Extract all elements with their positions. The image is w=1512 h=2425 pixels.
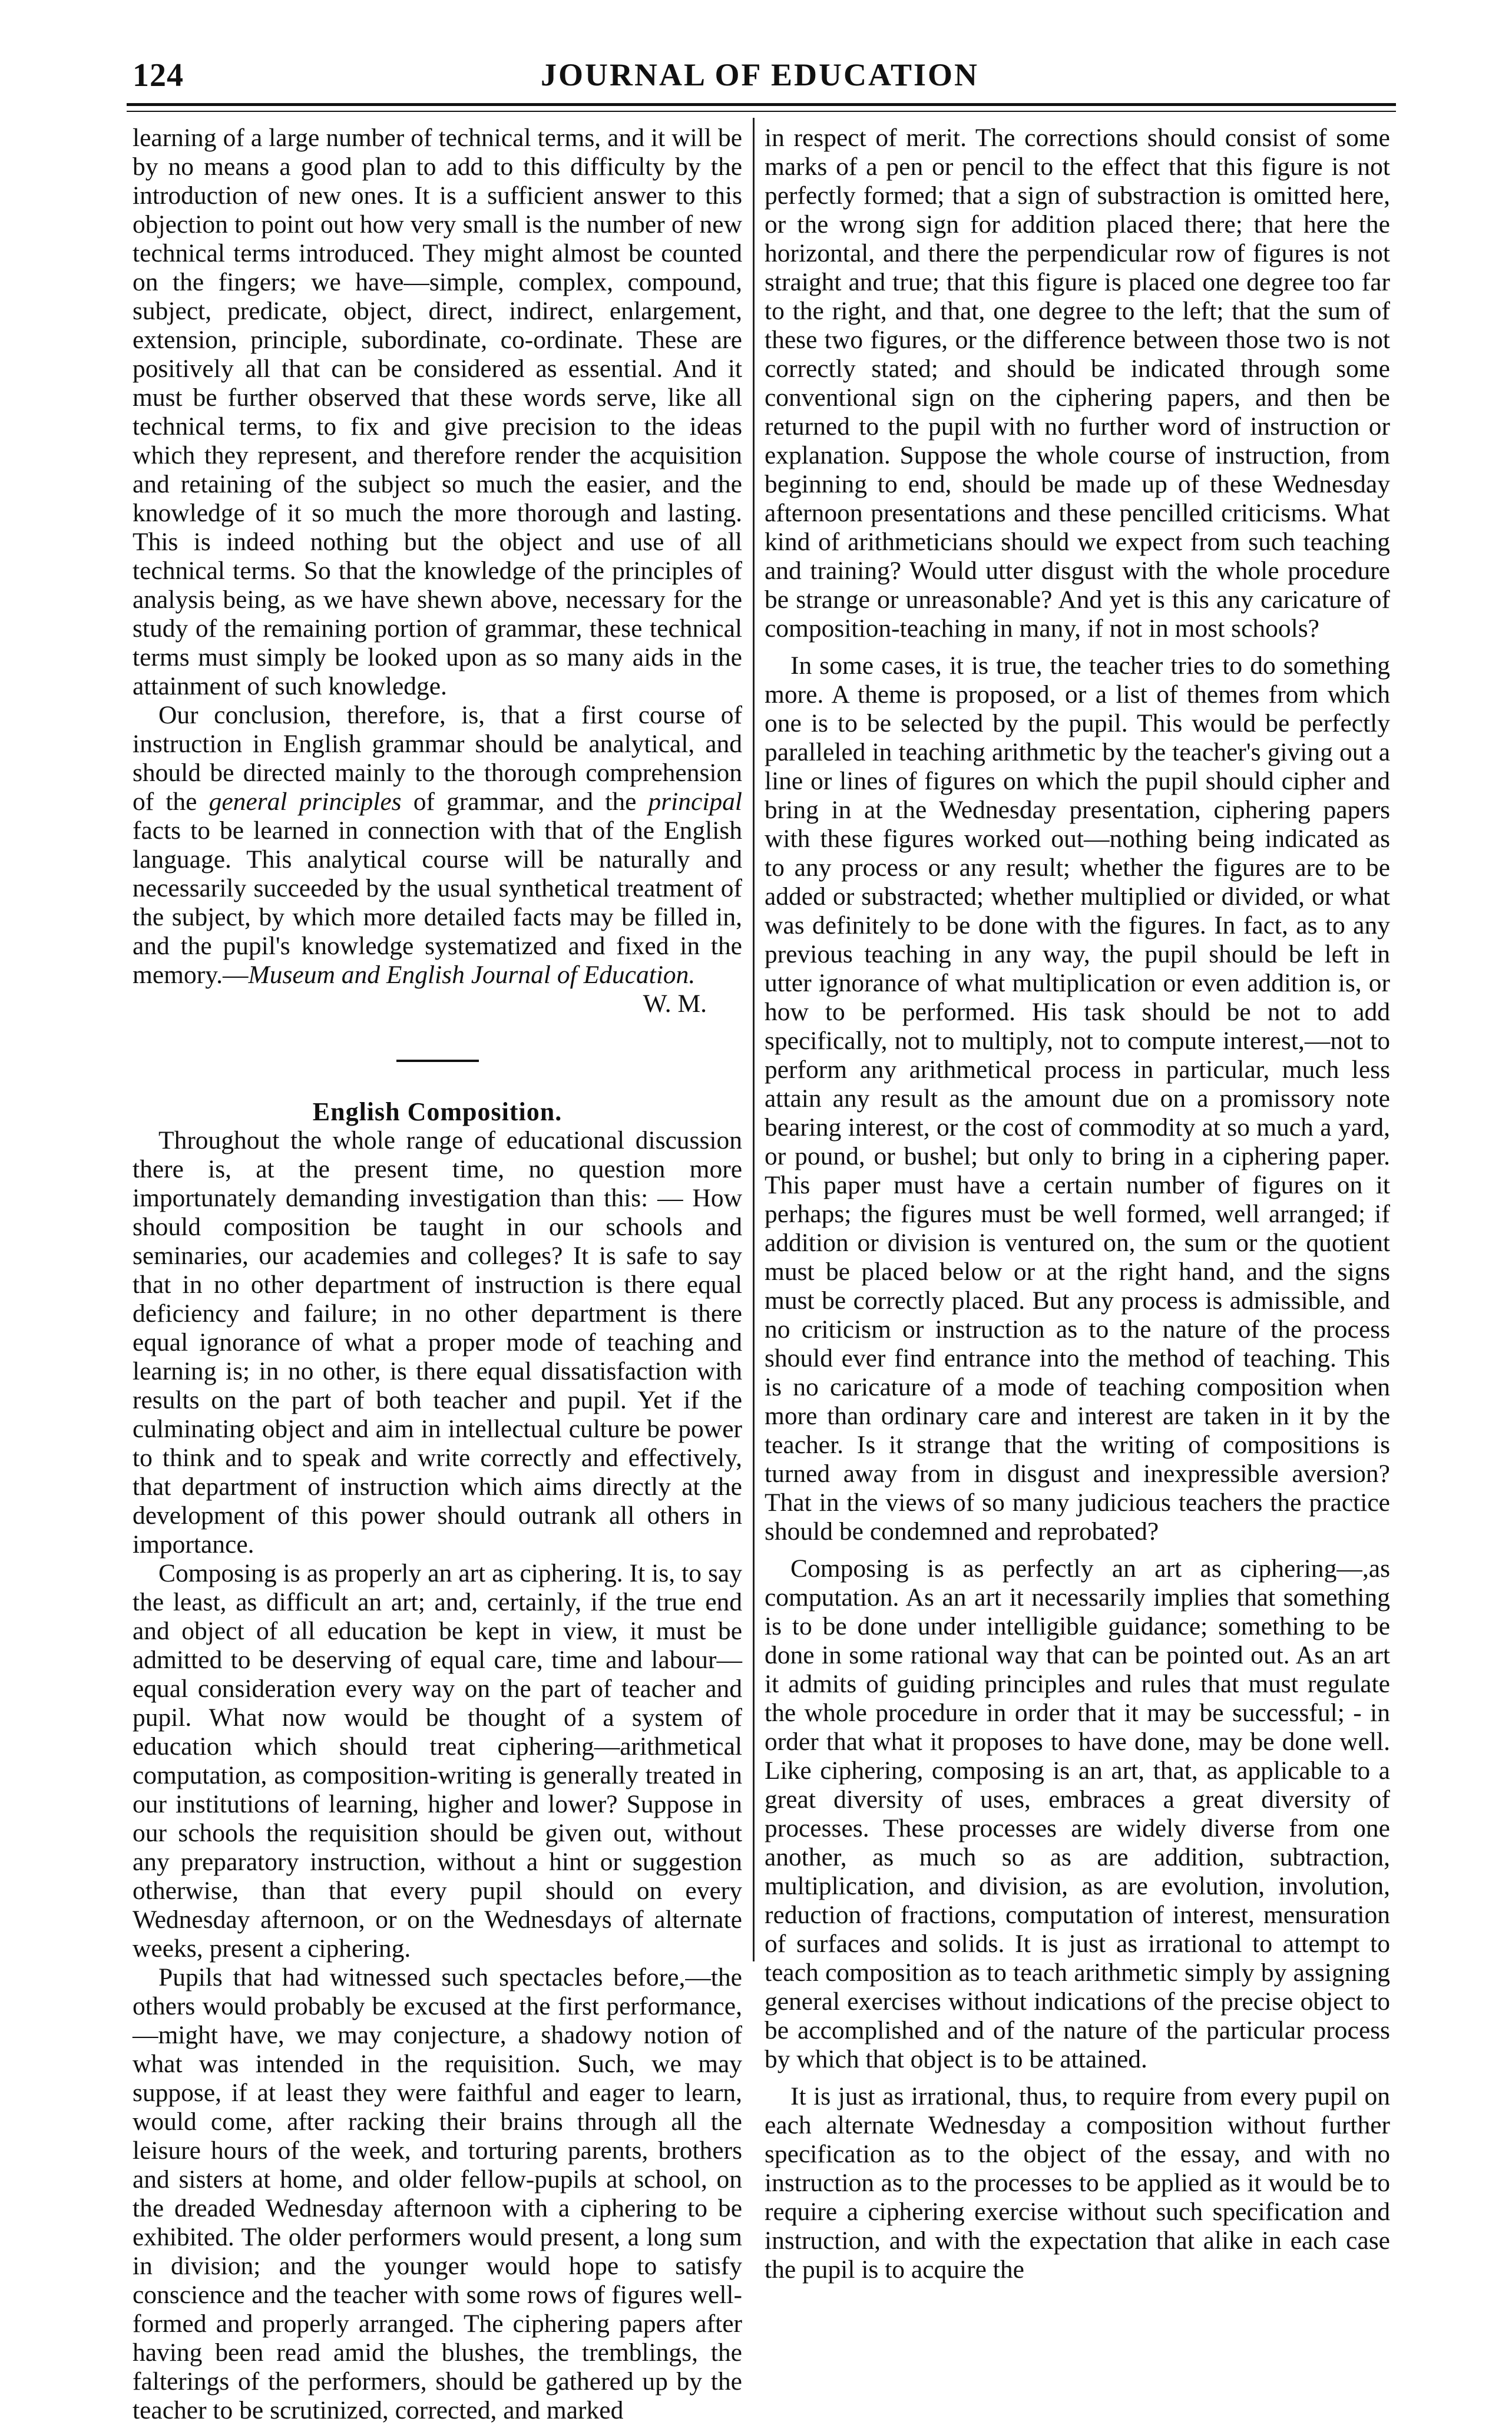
- author-signature: W. M.: [643, 990, 707, 1018]
- left-paragraph-1: learning of a large number of technical terms, and it will be by no means a good plan to add to this difficulty by the introduction of new ones. It is a sufficient answer to this objection to point out how very small is the number of new technical terms introduced. They might almost be counted on the fingers; we have—simple, complex, compound, subject, predicate, object, direct, indirect, enlargement, extension, principle, subordinate, co-ordinate. These are positively all that can be considered as essential. And it must be further observed that these words serve, like all technical terms, to fix and give precision to the ideas which they represent, and therefore render the acquisition and retaining of the subject so much the easier, and the knowledge of it so much the more thorough and lasting. This is indeed nothing but the object and use of all technical terms. So that the knowledge of the principles of analysis being, as we have shewn above, necessary for the study of the remaining portion of grammar, these technical terms must simply be looked upon as so many aids in the attainment of such knowledge.: [133, 124, 742, 700]
- left-paragraph-2-part-c: facts to be learned in connection with that of the English language. This analytical course will be naturally and necessarily succeeded by the usual synthetical treatment of the subject, by which more detailed facts may be filled in, and the pupil's knowledge systematized and fixed in the memory.—: [133, 816, 742, 989]
- left-paragraph-2-part-a: Our conclusion, therefore, is, that a first course of instruction in English grammar should be analytical, and should be directed mainly to the thorough comprehension of the: [133, 701, 742, 816]
- header-rule-thick: [127, 103, 1396, 106]
- left-column: [133, 124, 742, 2424]
- source-citation: Museum and English Journal of Education.: [248, 961, 696, 989]
- right-paragraph-1: in respect of merit. The corrections should consist of some marks of a pen or pencil to the effect that this figure is not perfectly formed; that a sign of substraction is omitted here, or the wrong sign for addition placed there; that here the horizontal, and there the perpendicular row of figures is not straight and true; that this figure is placed one degree too far to the right, and that, one degree to the left; that the sum of these two figures, or the difference between those two is not correctly stated; and should be indicated through some conventional sign on the ciphering papers, and then be returned to the pupil with no further word of instruction or explanation. Suppose the whole course of instruction, from beginning to end, should be made up of these Wednesday afternoon presentations and these pencilled criticisms. What kind of arithmeticians should we expect from such teaching and training? Would utter disgust with the whole procedure be strange or unreasonable? And yet is this any caricature of composition-teaching in many, if not in most schools?: [765, 124, 1390, 643]
- running-title: JOURNAL OF EDUCATION: [540, 57, 980, 92]
- section-title: English Composition.: [312, 1097, 563, 1126]
- general-principles-emphasis: general principles: [209, 788, 402, 816]
- header-rule-thin: [127, 111, 1396, 112]
- principal-emphasis: principal: [648, 788, 742, 816]
- right-column: [765, 124, 1390, 2284]
- right-paragraph-4: It is just as irrational, thus, to require from every pupil on each alternate Wednesday a composition without further specification as to the object of the essay, and with no instruction as to the processes to be applied as it would be to require a ciphering exercise without such specification and instruction, and with the expectation that alike in each case the pupil is to acquire the: [765, 2082, 1390, 2284]
- left-paragraph-3: Throughout the whole range of educational discussion there is, at the present time, no question more importunately demanding investigation than this: — How should composition be taught in our schools and seminaries, our academies and colleges? It is safe to say that in no other department of instruction is there equal deficiency and failure; in no other department is there equal ignorance of what a proper mode of teaching and learning is; in no other, is there equal dissatisfaction with results on the part of both teacher and pupil. Yet if the culminating object and aim in intellectual culture be power to think and to speak and write correctly and effectively, that department of instruction which aims directly at the development of this power should outrank all others in importance.: [133, 1126, 742, 1559]
- page-header: [0, 0, 1512, 118]
- left-paragraph-2-part-b: of grammar, and the: [401, 788, 649, 816]
- section-divider: [396, 1060, 479, 1062]
- page-number: 124: [133, 57, 184, 94]
- left-paragraph-2: [133, 701, 742, 990]
- column-divider: [753, 118, 755, 1961]
- right-paragraph-2: In some cases, it is true, the teacher tries to do something more. A theme is proposed, or a list of themes from which one is to be selected by the pupil. This would be perfectly paralleled in teaching arithmetic by the teacher's giving out a line or lines of figures on which the pupil should cipher and bring in at the Wednesday presentation, ciphering papers with these figures worked out—nothing being indicated as to any process or any result; whether the figures are to be added or substracted; whether multiplied or divided, or what was definitely to be done with the figures. In fact, as to any previous teaching in any way, the pupil should be left in utter ignorance of what multiplication or even addition is, or how to be performed. His task should be not to add specifically, not to multiply, not to compute interest,—not to perform any arithmetical process in particular, much less attain any result as the amount due on a promissory note bearing interest, or the cost of commodity at so much a yard, or pound, or bushel; but only to bring in a ciphering paper. This paper must have a certain number of figures on it perhaps; the figures must be well formed, well arranged; if addition or division is ventured on, the sum or the quotient must be placed below or at the right hand, and the signs must be correctly placed. But any process is admissible, and no criticism or instruction as to the nature of the process should ever find entrance into the method of teaching. This is no caricature of a mode of teaching composition when more than ordinary care and interest are taken in it by the teacher. Is it strange that the writing of compositions is turned away from in disgust and inexpressible aversion? That in the views of so many judicious teachers the practice should be condemned and reprobated?: [765, 651, 1390, 1546]
- left-paragraph-4: Composing is as properly an art as ciphering. It is, to say the least, as difficult an art; and, certainly, if the true end and object of all education be kept in view, it must be admitted to be deserving of equal care, time and labour—equal consideration every way on the part of teacher and pupil. What now would be thought of a system of education which should treat ciphering—arithmetical computation, as composition-writing is generally treated in our institutions of learning, higher and lower? Suppose in our schools the requisition should be given out, without any preparatory instruction, without a hint or suggestion otherwise, than that every pupil should on every Wednesday afternoon, or on the Wednesdays of alternate weeks, present a ciphering.: [133, 1559, 742, 1963]
- left-paragraph-5: Pupils that had witnessed such spectacles before,—the others would probably be excused at the first performance,—might have, we may conjecture, a shadowy notion of what was intended in the requisition. Such, we may suppose, if at least they were faithful and eager to learn, would come, after racking their brains through all the leisure hours of the week, and torturing parents, brothers and sisters at home, and older fellow-pupils at school, on the dreaded Wednesday afternoon with a ciphering to be exhibited. The older performers would present, a long sum in division; and the younger would hope to satisfy conscience and the teacher with some rows of figures well-formed and properly arranged. The ciphering papers after having been read amid the blushes, the tremblings, the falterings of the performers, should be gathered up by the teacher to be scrutinized, corrected, and marked: [133, 1963, 742, 2424]
- right-paragraph-3: Composing is as perfectly an art as ciphering—,as computation. As an art it necessarily implies that something is to be done under intelligible guidance; something to be done in some rational way that can be pointed out. As an art it admits of guiding principles and rules that must regulate the whole procedure in order that it may be successful; - in order that what it proposes to have done, may be done well. Like ciphering, composing is an art, that, as applicable to a great diversity of uses, embraces a great diversity of processes. These processes are widely diverse from one another, as much so as are addition, subtraction, multiplication, and division, as are evolution, involution, reduction of fractions, computation of interest, mensuration of surfaces and solids. It is just as irrational to attempt to teach composition as to teach arithmetic simply by assigning general exercises without indications of the precise object to be accomplished and of the nature of the particular process by which that object is to be attained.: [765, 1554, 1390, 2073]
